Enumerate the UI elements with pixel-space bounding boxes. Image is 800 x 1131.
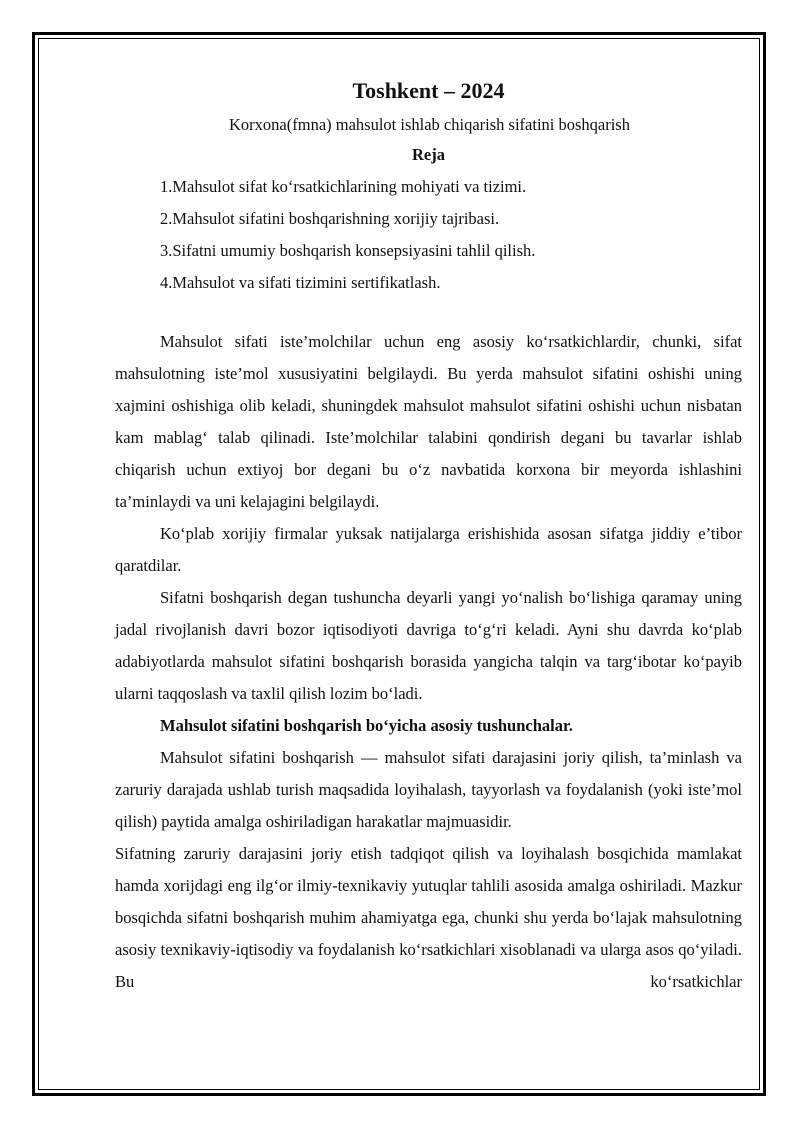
plan-item: 4.Mahsulot va sifati tizimini sertifikatlash. — [160, 273, 441, 292]
plan-list — [115, 176, 742, 293]
spacer — [115, 304, 742, 326]
topic-title: Korxona(fmna) mahsulot ishlab chiqarish sifatini boshqarish — [229, 115, 630, 134]
definition-paragraph: Mahsulot sifatini boshqarish — mahsulot sifati darajasini joriy qilish, ta’minlash va zaruriy darajada ushlab turish maqsadida loyihalash, tayyorlash va foydalanish (yoki iste’mol qilish) paytida amalga oshiriladigan harakatlar majmuasidir. — [115, 748, 742, 831]
section-heading: Mahsulot sifatini boshqarish bo‘yicha asosiy tushunchalar. — [160, 716, 573, 735]
plan-item: 1.Mahsulot sifat ko‘rsatkichlarining mohiyati va tizimi. — [160, 177, 527, 196]
plan-heading: Reja — [412, 145, 445, 164]
document-body — [115, 76, 742, 998]
city-year-title: Toshkent – 2024 — [352, 78, 505, 103]
body-paragraph: Sifatni boshqarish degan tushuncha deyarli yangi yo‘nalish bo‘lishiga qaramay uning jadal rivojlanish davri bozor iqtisodiyoti davriga to‘g‘ri keladi. Ayni shu davrda ko‘plab adabiyotlarda mahsulot sifatini boshqarish borasida yangicha talqin va targ‘ibotar ko‘payib ularni taqqoslash va taxlil qilish lozim bo‘ladi. — [115, 588, 742, 703]
final-paragraph: Sifatning zaruriy darajasini joriy etish tadqiqot qilish va loyihalash bosqichida mamlakat hamda xorijdagi eng ilg‘or ilmiy-texnikaviy yutuqlar tahlili asosida amalga oshiriladi. Mazkur bosqichda sifatni boshqarish muhim ahamiyatga ega, chunki shu yerda bo‘lajak mahsulotning asosiy texnikaviy-iqtisodiy va foydalanish ko‘rsatkichlari xisoblanadi va ularga asos qo‘yiladi. Bu ko‘rsatkichlar — [115, 844, 742, 991]
plan-item: 3.Sifatni umumiy boshqarish konsepsiyasini tahlil qilish. — [160, 241, 536, 260]
plan-item: 2.Mahsulot sifatini boshqarishning xorijiy tajribasi. — [160, 209, 500, 228]
body-paragraph: Mahsulot sifati iste’molchilar uchun eng asosiy ko‘rsatkichlardir, chunki, sifat mahsulotning iste’mol xususiyatini belgilaydi. Bu yerda mahsulot sifatini oshishi uning xajmini oshishiga olib keladi, shuningdek mahsulot mahsulot sifatini oshishi uchun nisbatan kam mablag‘ talab qilinadi. Iste’molchilar talabini qondirish degani bu tavarlar ishlab chiqarish uchun extiyoj bor degani bu o‘z navbatida korxona bir meyorda ishlashini ta’minlaydi va uni kelajagini belgilaydi. — [115, 332, 742, 511]
body-paragraph: Ko‘plab xorijiy firmalar yuksak natijalarga erishishida asosan sifatga jiddiy e’tibor qaratdilar. — [115, 524, 742, 575]
